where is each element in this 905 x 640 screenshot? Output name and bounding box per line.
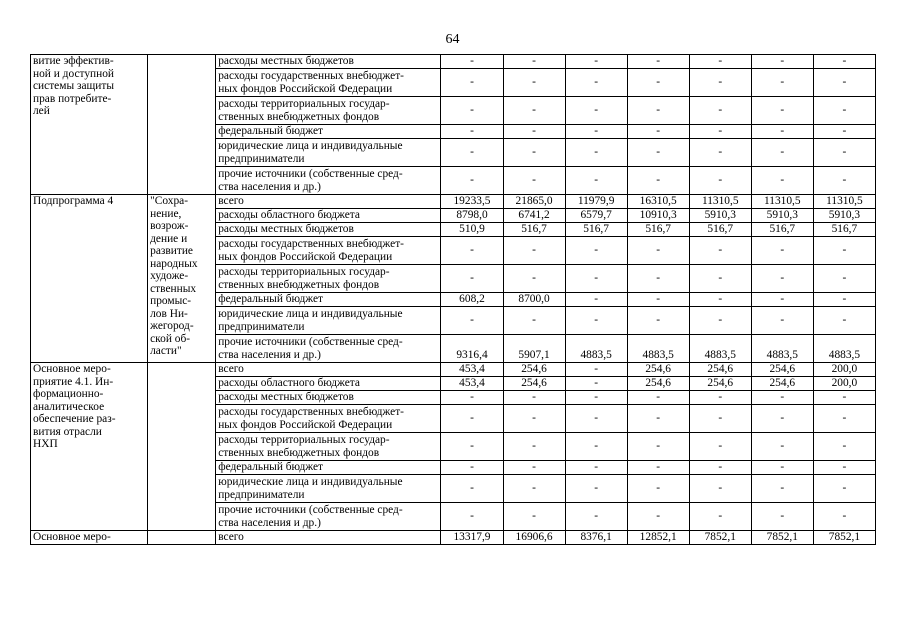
value-cell: 254,6 xyxy=(689,363,751,377)
value-cell: - xyxy=(751,293,813,307)
value-cell: - xyxy=(813,307,875,335)
value-cell: - xyxy=(441,391,503,405)
value-cell: - xyxy=(751,307,813,335)
funding-source: расходы территориальных государ- ственных внебюджетных фондов xyxy=(216,265,441,293)
value-cell: - xyxy=(627,475,689,503)
page-number: 64 xyxy=(445,32,460,47)
value-cell: 8700,0 xyxy=(503,293,565,307)
value-cell: - xyxy=(565,69,627,97)
value-cell: - xyxy=(751,69,813,97)
value-cell: - xyxy=(503,125,565,139)
value-cell: 608,2 xyxy=(441,293,503,307)
funding-source: расходы областного бюджета xyxy=(216,209,441,223)
value-cell: - xyxy=(627,55,689,69)
value-cell: 453,4 xyxy=(441,377,503,391)
value-cell: 7852,1 xyxy=(751,531,813,545)
value-cell: - xyxy=(441,237,503,265)
value-cell: 4883,5 xyxy=(751,335,813,363)
value-cell: 200,0 xyxy=(813,363,875,377)
value-cell: - xyxy=(813,125,875,139)
value-cell: 4883,5 xyxy=(627,335,689,363)
table-row xyxy=(31,531,876,545)
value-cell: 516,7 xyxy=(503,223,565,237)
value-cell: 516,7 xyxy=(565,223,627,237)
value-cell: - xyxy=(503,461,565,475)
program-name: Основное меро- приятие 4.1. Ин- формационно- аналитическое обеспечение раз- вития отрасли НХП xyxy=(33,363,116,450)
value-cell: 254,6 xyxy=(627,377,689,391)
program-name-cell xyxy=(31,531,148,545)
value-cell: - xyxy=(627,265,689,293)
value-cell: 254,6 xyxy=(689,377,751,391)
value-cell: 200,0 xyxy=(813,377,875,391)
value-cell: - xyxy=(689,97,751,125)
funding-source: расходы местных бюджетов xyxy=(216,223,441,237)
value-cell: - xyxy=(627,433,689,461)
value-cell: - xyxy=(565,391,627,405)
value-cell: - xyxy=(813,97,875,125)
value-cell: 254,6 xyxy=(503,363,565,377)
value-cell: - xyxy=(503,391,565,405)
value-cell: - xyxy=(813,237,875,265)
funding-source: расходы областного бюджета xyxy=(216,377,441,391)
value-cell: - xyxy=(565,475,627,503)
value-cell: 11310,5 xyxy=(813,195,875,209)
value-cell: - xyxy=(627,307,689,335)
program-title-cell xyxy=(148,531,216,545)
value-cell: - xyxy=(751,391,813,405)
funding-source: расходы территориальных государ- ственных внебюджетных фондов xyxy=(216,433,441,461)
value-cell: - xyxy=(565,461,627,475)
value-cell: 12852,1 xyxy=(627,531,689,545)
value-cell: 10910,3 xyxy=(627,209,689,223)
funding-source: юридические лица и индивидуальные предприниматели xyxy=(216,139,441,167)
value-cell: - xyxy=(441,461,503,475)
value-cell: - xyxy=(689,69,751,97)
value-cell: - xyxy=(813,405,875,433)
value-cell: - xyxy=(441,265,503,293)
value-cell: - xyxy=(689,293,751,307)
value-cell: - xyxy=(751,433,813,461)
value-cell: - xyxy=(503,237,565,265)
value-cell: - xyxy=(441,69,503,97)
value-cell: 11979,9 xyxy=(565,195,627,209)
value-cell: - xyxy=(503,167,565,195)
value-cell: - xyxy=(627,405,689,433)
funding-source: прочие источники (собственные сред- ства населения и др.) xyxy=(216,335,441,363)
funding-source: расходы территориальных государ- ственных внебюджетных фондов xyxy=(216,97,441,125)
value-cell: - xyxy=(441,307,503,335)
value-cell: 4883,5 xyxy=(689,335,751,363)
value-cell: - xyxy=(751,237,813,265)
value-cell: 254,6 xyxy=(627,363,689,377)
value-cell: - xyxy=(627,237,689,265)
funding-source: юридические лица и индивидуальные предприниматели xyxy=(216,307,441,335)
value-cell: - xyxy=(441,97,503,125)
value-cell: 516,7 xyxy=(689,223,751,237)
funding-source: всего xyxy=(216,195,441,209)
value-cell: - xyxy=(751,503,813,531)
table-body xyxy=(31,55,876,545)
value-cell: - xyxy=(627,125,689,139)
value-cell: - xyxy=(751,475,813,503)
table-row xyxy=(31,195,876,209)
value-cell: 7852,1 xyxy=(813,531,875,545)
value-cell: - xyxy=(441,503,503,531)
value-cell: - xyxy=(751,139,813,167)
value-cell: - xyxy=(565,97,627,125)
value-cell: - xyxy=(565,293,627,307)
value-cell: - xyxy=(441,167,503,195)
funding-source: расходы государственных внебюджет- ных фондов Российской Федерации xyxy=(216,237,441,265)
value-cell: - xyxy=(503,433,565,461)
value-cell: - xyxy=(565,307,627,335)
value-cell: - xyxy=(503,69,565,97)
value-cell: 8376,1 xyxy=(565,531,627,545)
value-cell: - xyxy=(441,475,503,503)
funding-source: юридические лица и индивидуальные предприниматели xyxy=(216,475,441,503)
value-cell: - xyxy=(503,405,565,433)
value-cell: - xyxy=(565,265,627,293)
value-cell: - xyxy=(751,265,813,293)
value-cell: - xyxy=(751,405,813,433)
value-cell: 516,7 xyxy=(627,223,689,237)
value-cell: 4883,5 xyxy=(565,335,627,363)
value-cell: 6579,7 xyxy=(565,209,627,223)
value-cell: - xyxy=(627,139,689,167)
value-cell: - xyxy=(813,55,875,69)
funding-source: расходы местных бюджетов xyxy=(216,391,441,405)
funding-source: расходы местных бюджетов xyxy=(216,55,441,69)
value-cell: 21865,0 xyxy=(503,195,565,209)
value-cell: 453,4 xyxy=(441,363,503,377)
value-cell: - xyxy=(689,265,751,293)
value-cell: - xyxy=(441,139,503,167)
value-cell: - xyxy=(813,475,875,503)
value-cell: - xyxy=(565,503,627,531)
value-cell: 510,9 xyxy=(441,223,503,237)
value-cell: - xyxy=(751,97,813,125)
funding-source: всего xyxy=(216,363,441,377)
value-cell: - xyxy=(441,405,503,433)
value-cell: - xyxy=(441,433,503,461)
value-cell: - xyxy=(565,139,627,167)
value-cell: - xyxy=(565,125,627,139)
value-cell: 5910,3 xyxy=(689,209,751,223)
value-cell: 16310,5 xyxy=(627,195,689,209)
program-name: Основное меро- xyxy=(33,531,111,543)
value-cell: - xyxy=(627,167,689,195)
program-name: витие эффектив- ной и доступной системы защиты прав потребите- лей xyxy=(33,55,115,117)
funding-source: прочие источники (собственные сред- ства населения и др.) xyxy=(216,503,441,531)
value-cell: 19233,5 xyxy=(441,195,503,209)
value-cell: 516,7 xyxy=(813,223,875,237)
value-cell: 5910,3 xyxy=(751,209,813,223)
value-cell: - xyxy=(689,307,751,335)
funding-source: федеральный бюджет xyxy=(216,125,441,139)
value-cell: - xyxy=(689,125,751,139)
value-cell: - xyxy=(565,363,627,377)
value-cell: 11310,5 xyxy=(689,195,751,209)
value-cell: 13317,9 xyxy=(441,531,503,545)
funding-source: федеральный бюджет xyxy=(216,461,441,475)
value-cell: - xyxy=(627,461,689,475)
program-title-cell xyxy=(148,55,216,195)
value-cell: - xyxy=(503,475,565,503)
value-cell: - xyxy=(751,125,813,139)
value-cell: 5907,1 xyxy=(503,335,565,363)
value-cell: - xyxy=(689,167,751,195)
value-cell: - xyxy=(565,377,627,391)
value-cell: - xyxy=(813,139,875,167)
value-cell: - xyxy=(503,503,565,531)
value-cell: - xyxy=(627,69,689,97)
program-name-cell xyxy=(31,195,148,363)
value-cell: - xyxy=(627,97,689,125)
value-cell: - xyxy=(627,391,689,405)
value-cell: - xyxy=(813,293,875,307)
value-cell: - xyxy=(689,139,751,167)
program-name-cell xyxy=(31,363,148,531)
value-cell: - xyxy=(813,391,875,405)
value-cell: - xyxy=(627,293,689,307)
value-cell: - xyxy=(813,503,875,531)
value-cell: 254,6 xyxy=(503,377,565,391)
value-cell: 254,6 xyxy=(751,377,813,391)
value-cell: - xyxy=(689,391,751,405)
value-cell: - xyxy=(503,55,565,69)
value-cell: - xyxy=(689,237,751,265)
table-row xyxy=(31,363,876,377)
value-cell: 6741,2 xyxy=(503,209,565,223)
value-cell: - xyxy=(565,433,627,461)
funding-source: прочие источники (собственные сред- ства населения и др.) xyxy=(216,167,441,195)
value-cell: 9316,4 xyxy=(441,335,503,363)
value-cell: - xyxy=(813,167,875,195)
value-cell: - xyxy=(565,55,627,69)
value-cell: - xyxy=(565,237,627,265)
value-cell: - xyxy=(441,55,503,69)
value-cell: 5910,3 xyxy=(813,209,875,223)
funding-source: всего xyxy=(216,531,441,545)
value-cell: - xyxy=(813,433,875,461)
value-cell: 11310,5 xyxy=(751,195,813,209)
value-cell: - xyxy=(813,461,875,475)
value-cell: - xyxy=(503,139,565,167)
value-cell: - xyxy=(565,167,627,195)
value-cell: - xyxy=(689,55,751,69)
program-title-cell xyxy=(148,195,216,363)
value-cell: 7852,1 xyxy=(689,531,751,545)
value-cell: - xyxy=(751,55,813,69)
value-cell: - xyxy=(813,265,875,293)
value-cell: - xyxy=(503,97,565,125)
funding-source: федеральный бюджет xyxy=(216,293,441,307)
value-cell: - xyxy=(503,307,565,335)
value-cell: - xyxy=(689,461,751,475)
value-cell: - xyxy=(503,265,565,293)
funding-source: расходы государственных внебюджет- ных фондов Российской Федерации xyxy=(216,69,441,97)
value-cell: - xyxy=(751,461,813,475)
value-cell: - xyxy=(441,125,503,139)
value-cell: - xyxy=(689,503,751,531)
program-name-cell xyxy=(31,55,148,195)
value-cell: 8798,0 xyxy=(441,209,503,223)
value-cell: - xyxy=(627,503,689,531)
table-row xyxy=(31,55,876,69)
value-cell: 254,6 xyxy=(751,363,813,377)
value-cell: - xyxy=(751,167,813,195)
value-cell: - xyxy=(565,405,627,433)
value-cell: - xyxy=(689,475,751,503)
program-name: Подпрограмма 4 xyxy=(33,195,114,207)
program-title: "Сохра- нение, возрож- дение и развитие народных художе- ственных промыс- лов Ни- жегород- ской об- ласти" xyxy=(150,195,198,357)
budget-table xyxy=(30,54,876,545)
funding-source: расходы государственных внебюджет- ных фондов Российской Федерации xyxy=(216,405,441,433)
value-cell: 516,7 xyxy=(751,223,813,237)
value-cell: - xyxy=(689,405,751,433)
value-cell: 16906,6 xyxy=(503,531,565,545)
value-cell: - xyxy=(689,433,751,461)
value-cell: 4883,5 xyxy=(813,335,875,363)
value-cell: - xyxy=(813,69,875,97)
program-title-cell xyxy=(148,363,216,531)
